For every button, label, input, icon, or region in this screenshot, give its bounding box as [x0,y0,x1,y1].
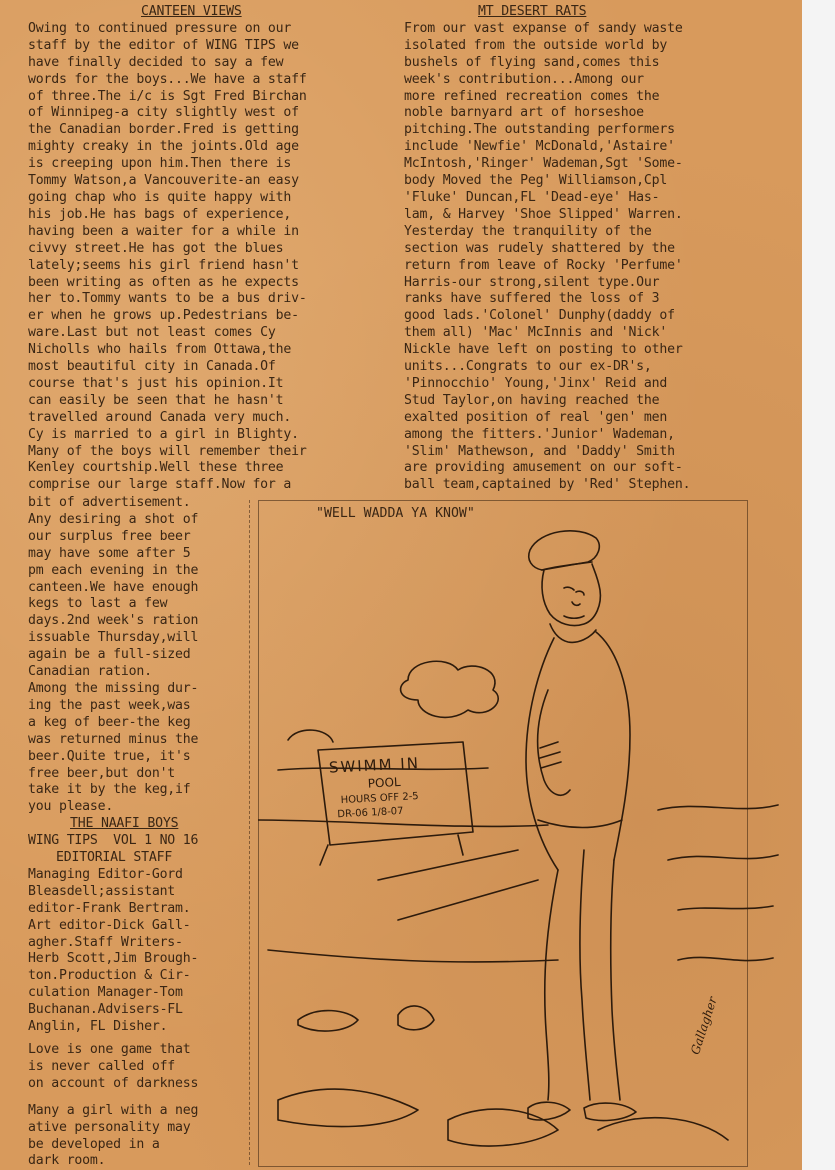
text-line: week's contribution...Among our [404,71,644,87]
sign-line: SWIMM IN [328,753,421,777]
text-line: lam, & Harvey 'Shoe Slipped' Warren. [404,206,683,222]
text-line: lately;seems his girl friend hasn't [28,257,299,273]
text-line: beer.Quite true, it's [28,748,191,764]
text-line: free beer,but don't [28,765,176,781]
text-line: dark room. [28,1153,106,1169]
pile-item [298,1011,358,1031]
canteen-views-column [28,4,408,494]
text-line: Nicholls who hails from Ottawa,the [28,342,292,358]
text-line: more refined recreation comes the [404,88,660,104]
plank-line [378,850,518,880]
wave-line [668,855,778,860]
sidebar [28,495,260,1170]
text-line: From our vast expanse of sandy waste [404,20,683,36]
sign-line: HOURS OFF 2-5 [340,791,419,807]
sign-line: POOL [367,774,401,791]
text-line: Stud Taylor,on having reached the [404,392,660,408]
quip-dark-room [28,1103,260,1170]
text-line: again be a full-sized [28,647,191,663]
text-line: Bleasdell;assistant [28,883,176,899]
text-line: mighty creaky in the joints.Old age [28,139,299,155]
text-line: bushels of flying sand,comes this [404,54,660,70]
editorial-staff-list [28,867,260,1036]
pile-item [278,1089,418,1126]
text-line: may have some after 5 [28,545,191,561]
text-line: take it by the keg,if [28,782,191,798]
text-line: Nickle have left on posting to other [404,342,683,358]
cloud [401,661,499,717]
text-line: ing the past week,was [28,697,191,713]
text-line: you please. [28,799,114,815]
text-line: Many of the boys will remember their [28,443,307,459]
text-line: kegs to last a few [28,596,168,612]
column-divider [249,500,250,1165]
text-line: 'Slim' Mathewson, and 'Daddy' Smith [404,443,675,459]
text-line: have finally decided to say a few [28,54,284,70]
text-line: having been a waiter for a while in [28,223,299,239]
sign-lettering [328,751,471,820]
masthead: WING TIPS VOL 1 NO 16 [28,833,199,849]
canteen-views-heading: CANTEEN VIEWS [141,4,242,19]
text-line: comprise our large staff.Now for a [28,477,292,493]
text-line: going chap who is quite happy with [28,189,292,205]
text-line: Art editor-Dick Gall- [28,917,191,933]
mt-desert-rats-body [404,21,796,494]
sign-line: DR-06 1/8-07 [337,805,404,821]
water-line [268,950,558,962]
text-line: a keg of beer-the keg [28,714,191,730]
text-line: return from leave of Rocky 'Perfume' [404,257,683,273]
mt-desert-rats-heading: MT DESERT RATS [478,4,587,19]
text-line: words for the boys...We have a staff [28,71,307,87]
text-line: ranks have suffered the loss of 3 [404,291,660,307]
text-line: was returned minus the [28,731,199,747]
text-line: civvy street.He has got the blues [28,240,284,256]
quip-darkness [28,1042,260,1093]
text-line: Tommy Watson,a Vancouverite-an easy [28,173,299,189]
canteen-continued [28,495,260,816]
text-line: good lads.'Colonel' Dunphy(daddy of [404,308,675,324]
bush [288,730,333,742]
text-line: exalted position of real 'gen' men [404,409,668,425]
text-line: units...Congrats to our ex-DR's, [404,359,652,375]
artist-signature: Gallagher [688,995,720,1057]
text-line: the Canadian border.Fred is getting [28,122,299,138]
text-line: Kenley courtship.Well these three [28,460,284,476]
text-line: noble barnyard art of horseshoe [404,105,644,121]
editorial-staff-heading: EDITORIAL STAFF [56,850,173,866]
text-line: ton.Production & Cir- [28,968,191,984]
text-line: Herb Scott,Jim Brough- [28,951,199,967]
text-line: section was rudely shattered by the [404,240,675,256]
text-line: ball team,captained by 'Red' Stephen. [404,477,691,493]
text-line: bit of advertisement. [28,495,191,510]
text-line: Owing to continued pressure on our [28,20,292,36]
text-line: McIntosh,'Ringer' Wademan,Sgt 'Some- [404,156,683,172]
text-line: can easily be seen that he hasn't [28,392,284,408]
text-line: are providing amusement on our soft- [404,460,683,476]
text-line: most beautiful city in Canada.Of [28,359,276,375]
text-line: culation Manager-Tom [28,985,183,1001]
text-line: of three.The i/c is Sgt Fred Birchan [28,88,307,104]
text-line: 'Pinnocchio' Young,'Jinx' Reid and [404,375,668,391]
text-line: canteen.We have enough [28,579,199,595]
text-line: Anglin, FL Disher. [28,1019,168,1035]
scan-margin [802,0,835,1170]
text-line: Many a girl with a neg [28,1102,199,1118]
wave-line [678,957,773,960]
text-line: course that's just his opinion.It [28,375,284,391]
mt-desert-rats-column [404,4,796,494]
text-line: Yesterday the tranquility of the [404,223,652,239]
text-line: issuable Thursday,will [28,630,199,646]
pile-item [448,1109,558,1146]
text-line: of Winnipeg-a city slightly west of [28,105,299,121]
text-line: ative personality may [28,1119,191,1135]
text-line: been writing as often as he expects [28,274,299,290]
text-line: his job.He has bags of experience, [28,206,292,222]
text-line: body Moved the Peg' Williamson,Cpl [404,173,668,189]
text-line: is creeping upon him.Then there is [28,156,292,172]
canteen-views-body [28,21,408,494]
text-line: her to.Tommy wants to be a bus driv- [28,291,307,307]
text-line: Among the missing dur- [28,680,199,696]
text-line: be developed in a [28,1136,160,1152]
text-line: pm each evening in the [28,562,199,578]
cartoon-title: "WELL WADDA YA KNOW" [316,506,475,521]
text-line: editor-Frank Bertram. [28,900,191,916]
pile-item [398,1006,434,1030]
text-line: Buchanan.Advisers-FL [28,1002,183,1018]
text-line: among the fitters.'Junior' Wademan, [404,426,675,442]
text-line: isolated from the outside world by [404,37,668,53]
wave-line [678,906,773,910]
wave-line [658,805,778,810]
cartoon-illustration [258,520,803,1170]
text-line: include 'Newfie' McDonald,'Astaire' [404,139,675,155]
plank-line [398,880,538,920]
text-line: ware.Last but not least comes Cy [28,325,276,341]
text-line: er when he grows up.Pedestrians be- [28,308,299,324]
text-line: 'Fluke' Duncan,FL 'Dead-eye' Has- [404,189,660,205]
text-line: Harris-our strong,silent type.Our [404,274,660,290]
text-line: them all) 'Mac' McInnis and 'Nick' [404,325,668,341]
text-line: Love is one game that [28,1042,191,1057]
text-line: is never called off [28,1058,176,1074]
pile-item [598,1118,728,1140]
text-line: our surplus free beer [28,528,191,544]
text-line: Canadian ration. [28,664,152,680]
ground-line [258,820,548,826]
text-line: days.2nd week's ration [28,613,199,629]
naafi-signoff: THE NAAFI BOYS [70,816,179,832]
text-line: on account of darkness [28,1075,199,1091]
text-line: Any desiring a shot of [28,511,199,527]
text-line: staff by the editor of WING TIPS we [28,37,299,53]
text-line: agher.Staff Writers- [28,934,183,950]
text-line: pitching.The outstanding performers [404,122,675,138]
text-line: Cy is married to a girl in Blighty. [28,426,299,442]
text-line: Managing Editor-Gord [28,866,183,882]
text-line: travelled around Canada very much. [28,409,292,425]
